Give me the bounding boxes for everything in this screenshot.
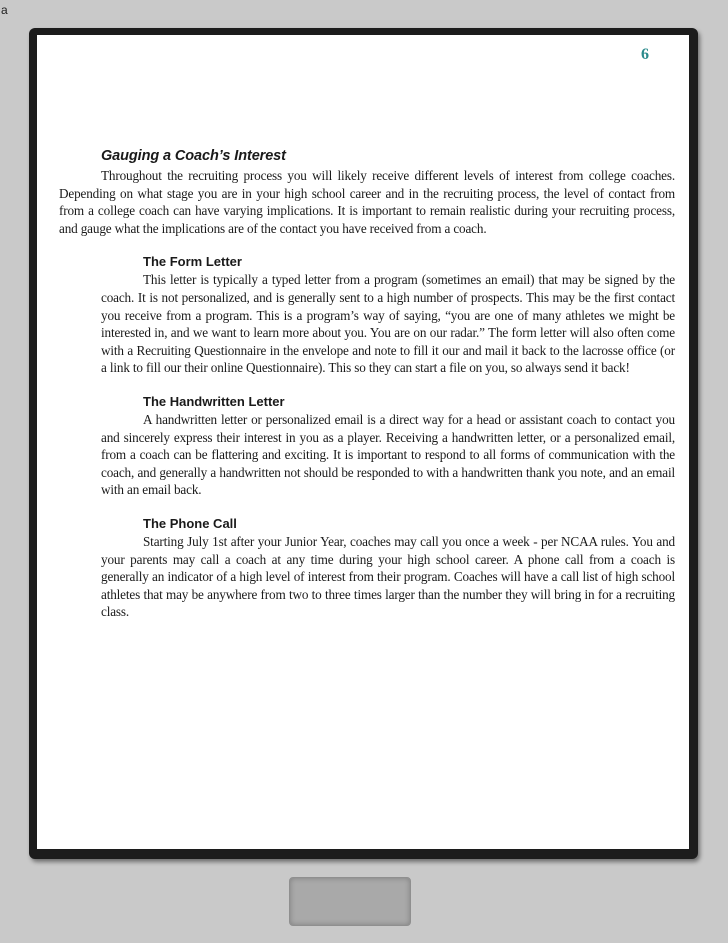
subsection-handwritten-letter xyxy=(101,393,675,499)
subsection-title: The Form Letter xyxy=(143,254,242,270)
corner-label: a xyxy=(1,3,8,17)
page-number: 6 xyxy=(641,46,649,63)
page-content xyxy=(59,146,675,621)
subsection-form-letter xyxy=(101,253,675,377)
page-navigation-tab[interactable] xyxy=(289,877,411,926)
subsection-body: Starting July 1st after your Junior Year, coaches may call you once a week - per NCAA rules. You and your parents may call a coach at any time during your high school career. A phone call from a coach is generally an indicator of a high level of interest from their program. Coaches will have a call list of high school athletes that may be anywhere from two to three times larger than the number they will bring in for a recruiting class. xyxy=(101,533,675,620)
subsection-title: The Handwritten Letter xyxy=(143,393,285,409)
section-title: Gauging a Coach’s Interest xyxy=(101,148,286,164)
document-page xyxy=(37,35,689,849)
subsection-body: A handwritten letter or personalized email is a direct way for a head or assistant coach to contact you and sincerely express their interest in you as a player. Receiving a handwritten letter, or a personalized email, from a coach can be flattering and exciting. It is important to respond to all forms of communication with the coach, and generally a handwritten not should be responded to with a handwritten thank you note, and an email with an email back. xyxy=(101,411,675,498)
subsection-phone-call xyxy=(101,515,675,621)
section-intro: Throughout the recruiting process you will likely receive different levels of interest from college coaches. Depending on what stage you are in your high school career and in the recruiting process, the level of contact from from a college coach can have varying implications. It is important to remain realistic during your recruiting process, and gauge what the implications are of the contact you have received from a coach. xyxy=(59,168,675,236)
subsection-title: The Phone Call xyxy=(143,515,237,531)
subsection-body: This letter is typically a typed letter from a program (sometimes an email) that may be signed by the coach. It is not personalized, and is generally sent to a high number of prospects. This may be the first contact you receive from a program. This is a program’s way of saying, “you are one of many athletes we might be interested in, and we want to learn more about you. You are on our radar.” The form letter will also often come with a Recruiting Questionnaire in the envelope and note to fill it our and mail it back to the lacrosse office (or a link to fill our their online Questionnaire). This so they can start a file on you, so always send it back! xyxy=(101,272,675,376)
